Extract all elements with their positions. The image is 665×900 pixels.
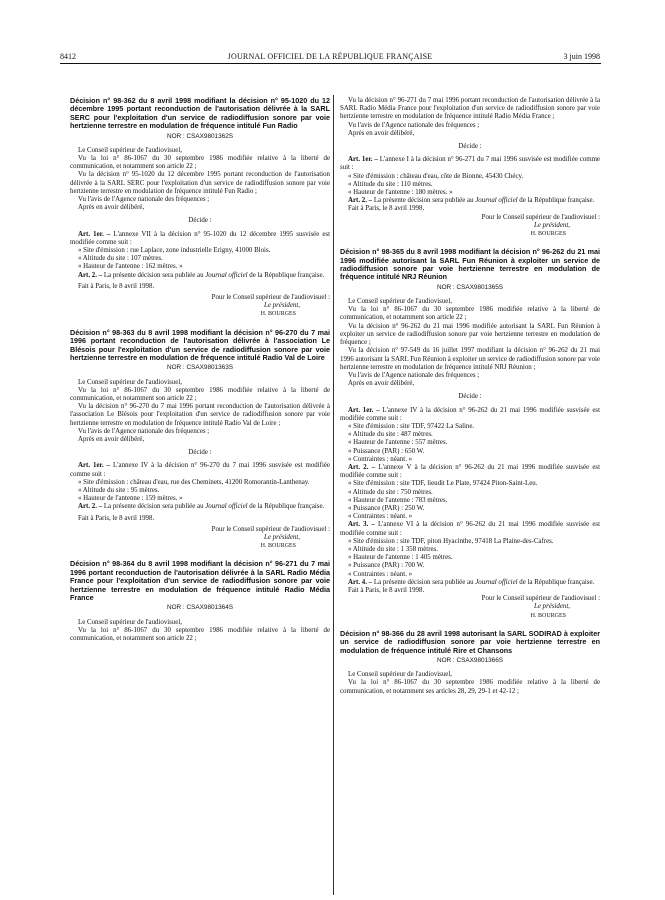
left-column — [70, 97, 330, 643]
list-item: « Altitude du site : 487 mètres. — [348, 431, 433, 439]
article-text: L'annexe VI à la décision n° 96-262 du 21 mai 1996 modifiée susvisée est modifiée comme suit : — [340, 521, 600, 537]
article-label: Art. 2. – — [348, 197, 373, 205]
paragraph: Le Conseil supérieur de l'audiovisuel, — [78, 146, 183, 154]
list-item: « Altitude du site : 107 mètres. — [78, 255, 163, 263]
list-item: « Site d'émission : château d'eau, rue des Cheminets, 41200 Romorantin-Lanthenay. — [78, 478, 310, 486]
place-date: Fait à Paris, le 8 avril 1998. — [348, 205, 425, 213]
paragraph: Vu la décision n° 95-1020 du 12 décembre 1995 portant reconduction de l'autorisation délivrée à la SARL SERC pour l'exploitation d'un service de radiodiffusion sonore par voie hertzienne terrestre en modulation de fréquence intitulé Fun Radio ; — [70, 171, 330, 195]
article-label: Art. 3. – — [348, 521, 375, 529]
list-item: « Contraintes : néant. » — [348, 513, 413, 521]
article-label: Art. 4. – — [348, 578, 373, 586]
list-item: « Site d'émission : château d'eau, côte de Bionne, 45430 Chécy. — [348, 172, 524, 180]
journal-ref: Journal officiel — [475, 578, 518, 586]
article — [340, 521, 600, 537]
article-label: Art. 1er. – — [78, 230, 111, 238]
signature-title: Le président, — [534, 221, 570, 229]
article — [340, 197, 600, 205]
paragraph: Vu la loi n° 86-1067 du 30 septembre 1986 modifiée relative à la liberté de communication, et notamment son article 22 ; — [340, 306, 600, 322]
article-label: Art. 1er. – — [348, 156, 378, 164]
nor-reference: NOR : CSAX9801362S — [166, 132, 234, 140]
signature-title: Le président, — [534, 603, 570, 611]
list-item: « Hauteur de l'antenne : 1 405 mètres. — [348, 554, 453, 562]
paragraph: Après en avoir délibéré, — [78, 435, 145, 443]
article-text: La présente décision sera publiée au — [372, 197, 476, 205]
paragraph: Vu l'avis de l'Agence nationale des fréquences ; — [78, 427, 210, 435]
decision-98-364-continued — [340, 97, 600, 238]
article — [70, 503, 330, 511]
article-text: de la République française. — [247, 503, 325, 511]
article-label: Art. 1er. – — [78, 462, 111, 470]
list-item: « Hauteur de l'antenne : 162 mètres. » — [78, 263, 183, 271]
decide-heading: Décide : — [458, 393, 482, 401]
nor-reference: NOR : CSAX9801364S — [166, 604, 234, 612]
decision-title: Décision n° 98-365 du 8 avril 1998 modifiant la décision n° 96-262 du 21 mai 1996 modifiée autorisant la SARL Fun Réunion à exploiter un service de radiodiffusion sonore par voie hertzienne terrestre en modulation de fréquence intitulé NRJ Réunion — [340, 247, 600, 282]
article-text: de la République française. — [247, 271, 325, 279]
header-rule — [60, 63, 601, 64]
list-item: « Site d'émission : rue Laplace, zone industrielle Erigny, 41000 Blois. — [78, 247, 271, 255]
place-date: Fait à Paris, le 8 avril 1998. — [78, 282, 155, 290]
journal-ref: Journal officiel — [205, 271, 248, 279]
article-text: La présente décision sera publiée au — [372, 578, 476, 586]
signature-line: Pour le Conseil supérieur de l'audiovisuel : — [211, 294, 330, 302]
article-text: L'annexe VII à la décision n° 95-1020 du 12 décembre 1995 susvisée est modifiée comme suit : — [70, 230, 330, 246]
article-label: Art. 2. – — [78, 503, 103, 511]
paragraph: Vu la loi n° 86-1067 du 30 septembre 1986 modifiée relative à la liberté de communication, et notamment son article 22 ; — [70, 386, 330, 402]
article — [340, 156, 600, 172]
journal-title: JOURNAL OFFICIEL DE LA RÉPUBLIQUE FRANÇAISE — [227, 52, 433, 61]
nor-reference: NOR : CSAX9801363S — [166, 364, 234, 372]
nor-reference: NOR : CSAX9801365S — [436, 283, 504, 291]
list-item: « Site d'émission : site TDF, 97422 La Saline. — [348, 422, 475, 430]
paragraph: Vu l'avis de l'Agence nationale des fréquences ; — [348, 121, 480, 129]
article — [70, 272, 330, 280]
list-item: « Puissance (PAR) : 650 W. — [348, 447, 425, 455]
list-item: « Hauteur de l'antenne : 180 mètres. » — [348, 189, 453, 197]
paragraph: Vu l'avis de l'Agence nationale des fréquences ; — [348, 371, 480, 379]
paragraph: Le Conseil supérieur de l'audiovisuel, — [348, 671, 453, 679]
article-text: L'annexe I à la décision n° 96-271 du 7 mai 1996 susvisée est modifiée comme suit : — [340, 156, 600, 172]
list-item: « Hauteur de l'antenne : 783 mètres. — [348, 496, 448, 504]
decision-title: Décision n° 98-364 du 8 avril 1998 modifiant la décision n° 96-271 du 7 mai 1996 portant reconduction de l'autorisation délivrée à la SARL Radio Média France pour l'exploitation d'un service de radiodiffusion sonore par voie hertzienne terrestre en modulation de fréquence intitulé Radio Média France — [70, 559, 330, 602]
paragraph: Après en avoir délibéré, — [348, 129, 415, 137]
paragraph: Le Conseil supérieur de l'audiovisuel, — [78, 618, 183, 626]
list-item: « Altitude du site : 110 mètres. — [348, 180, 433, 188]
decision-title: Décision n° 98-363 du 8 avril 1998 modifiant la décision n° 96-270 du 7 mai 1996 portant reconduction de l'autorisation délivrée à l'association Le Blésois pour l'exploitation d'un service de radiodiffusion sonore par voie hertzienne terrestre en modulation de fréquence intitulé Radio Val de Loire — [70, 327, 330, 362]
paragraph: Après en avoir délibéré, — [348, 380, 415, 388]
decision-98-362 — [70, 97, 330, 319]
list-item: « Contraintes : néant. » — [348, 455, 413, 463]
paragraph: Vu la décision n° 97-549 du 16 juillet 1997 modifiant la décision n° 96-262 du 21 mai 1996 autorisant la SARL Fun Réunion à exploiter un service de radiodiffusion sonore par voie hertzienne terrestre en modulation de fréquence intitulé NRJ Réunion ; — [340, 347, 600, 371]
place-date: Fait à Paris, le 8 avril 1998. — [78, 514, 155, 522]
article-label: Art. 2. – — [78, 271, 103, 279]
column-divider — [333, 95, 334, 895]
article-text: de la République française. — [517, 578, 595, 586]
signature-name: H. BOURGES — [260, 311, 296, 318]
issue-date: 3 juin 1998 — [563, 52, 600, 61]
paragraph: Vu la loi n° 86-1067 du 30 septembre 1986 modifiée relative à la liberté de communication, et notamment ses articles 28, 29, 29-1 et 42-12 ; — [340, 679, 600, 695]
paragraph: Vu la décision n° 96-270 du 7 mai 1996 portant reconduction de l'autorisation délivrée à l'association Le Blésois pour l'exploitation d'un service de radiodiffusion sonore par voie hertzienne terrestre en modulation de fréquence intitulé Radio Val de Loire ; — [70, 403, 330, 427]
decision-98-364 — [70, 560, 330, 643]
decision-title: Décision n° 98-362 du 8 avril 1998 modifiant la décision n° 95-1020 du 12 décembre 1995 portant reconduction de l'autorisation délivrée à la SARL SERC pour l'exploitation d'un service de radiodiffusion sonore par voie hertzienne terrestre en modulation de fréquence intitulé Fun Radio — [70, 96, 330, 131]
journal-ref: Journal officiel — [205, 503, 248, 511]
article-label: Art. 1er. – — [348, 406, 380, 414]
paragraph: Vu la décision n° 96-262 du 21 mai 1996 modifiée autorisant la SARL Fun Réunion à exploiter un service de radiodiffusion sonore par voie hertzienne terrestre en modulation de fréquence ; — [340, 322, 600, 347]
paragraph: Le Conseil supérieur de l'audiovisuel, — [348, 298, 453, 306]
article-text: L'annexe IV à la décision n° 96-270 du 7 mai 1996 susvisée est modifiée comme suit : — [70, 462, 330, 478]
nor-reference: NOR : CSAX9801366S — [436, 657, 504, 665]
paragraph: Vu l'avis de l'Agence nationale des fréquences ; — [78, 196, 210, 204]
page-number: 8412 — [60, 52, 76, 61]
list-item: « Hauteur de l'antenne : 557 mètres. — [348, 439, 448, 447]
article-text: L'annexe V à la décision n° 96-262 du 21 mai 1996 modifiée susvisée est modifiée comme suit : — [340, 463, 600, 480]
paragraph: Après en avoir délibéré, — [78, 204, 145, 212]
list-item: « Hauteur de l'antenne : 159 mètres. » — [78, 495, 183, 503]
journal-ref: Journal officiel — [475, 197, 518, 205]
article-text: La présente décision sera publiée au — [102, 271, 206, 279]
article-text: L'annexe IV à la décision n° 96-262 du 21 mai 1996 modifiée susvisée est modifiée comme suit : — [340, 406, 600, 422]
signature-name: H. BOURGES — [260, 543, 296, 550]
signature-line: Pour le Conseil supérieur de l'audiovisuel : — [481, 595, 600, 603]
list-item: « Altitude du site : 750 mètres. — [348, 488, 433, 496]
list-item: « Altitude du site : 95 mètres. — [78, 486, 160, 494]
paragraph: Vu la loi n° 86-1067 du 30 septembre 1986 modifiée relative à la liberté de communication, et notamment son article 22 ; — [70, 626, 330, 643]
decide-heading: Décide : — [188, 449, 212, 457]
signature-line: Pour le Conseil supérieur de l'audiovisuel : — [211, 525, 330, 533]
paragraph: Le Conseil supérieur de l'audiovisuel, — [78, 378, 183, 386]
list-item: « Site d'émission : site TDF, lieudit Le Plate, 97424 Piton-Saint-Leu. — [348, 480, 538, 488]
article-label: Art. 2. – — [348, 463, 376, 471]
signature-name: H. BOURGES — [530, 231, 566, 238]
article — [340, 579, 600, 587]
decision-98-363 — [70, 329, 330, 551]
signature-title: Le président, — [264, 302, 300, 310]
article — [340, 464, 600, 480]
signature-name: H. BOURGES — [530, 612, 566, 619]
article — [70, 462, 330, 478]
place-date: Fait à Paris, le 8 avril 1998. — [348, 586, 425, 594]
list-item: « Contraintes : néant. » — [348, 570, 413, 578]
article-text: La présente décision sera publiée au — [102, 503, 206, 511]
article-text: de la République française. — [517, 197, 595, 205]
list-item: « Puissance (PAR) : 700 W. — [348, 562, 425, 570]
paragraph: Vu la loi n° 86-1067 du 30 septembre 1986 modifiée relative à la liberté de communication, et notamment son article 22 ; — [70, 155, 330, 171]
decide-heading: Décide : — [458, 143, 482, 151]
decision-98-366 — [340, 630, 600, 696]
list-item: « Puissance (PAR) : 250 W. — [348, 504, 425, 512]
list-item: « Altitude du site : 1 358 mètres. — [348, 545, 438, 553]
signature-title: Le président, — [264, 533, 300, 541]
decision-98-365 — [340, 248, 600, 620]
article — [340, 407, 600, 423]
paragraph: Vu la décision n° 96-271 du 7 mai 1996 portant reconduction de l'autorisation délivrée à la SARL Radio Média France pour l'exploitation d'un service de radiodiffusion sonore par voie hertzienne terrestre en modulation de fréquence intitulé Radio Média France ; — [340, 97, 600, 121]
list-item: « Site d'émission : site TDF, piton Hyacinthe, 97418 La Plaine-des-Cafres. — [348, 537, 554, 545]
article — [70, 231, 330, 247]
decide-heading: Décide : — [188, 217, 212, 225]
signature-line: Pour le Conseil supérieur de l'audiovisuel : — [481, 213, 600, 221]
decision-title: Décision n° 98-366 du 28 avril 1998 autorisant la SARL SODIRAD à exploiter un service de radiodiffusion sonore par voie hertzienne terrestre en modulation de fréquence intitulé Rire et Chansons — [340, 628, 600, 655]
right-column — [340, 97, 600, 696]
